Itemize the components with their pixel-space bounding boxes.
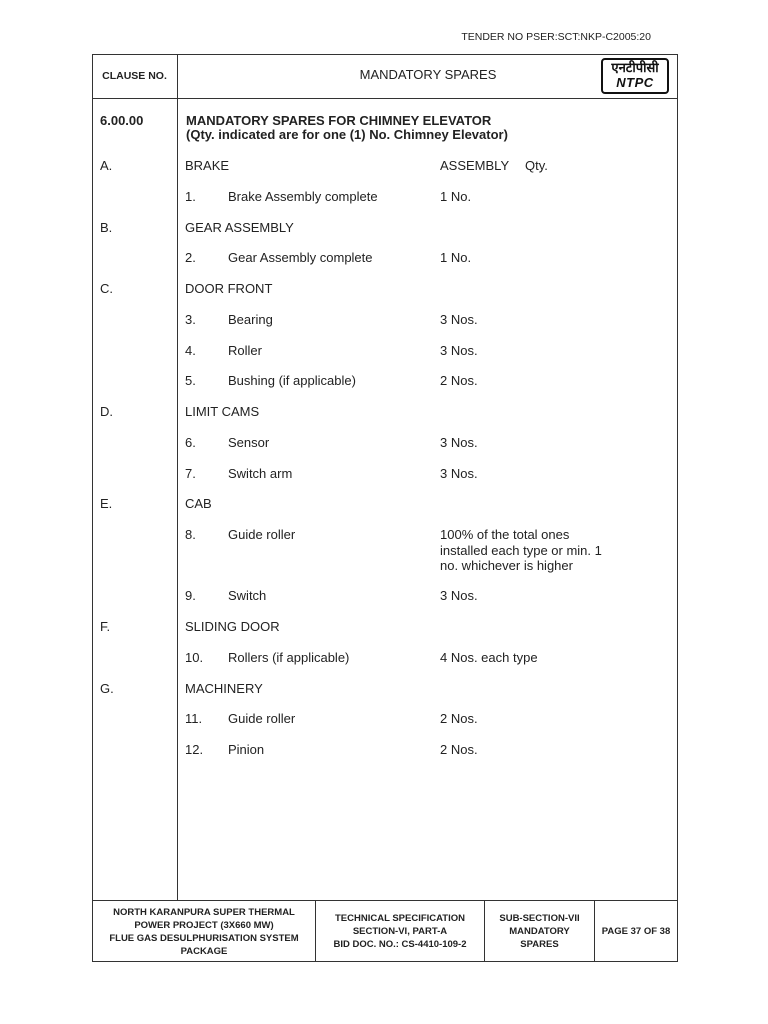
column-header-assembly: ASSEMBLY (440, 158, 510, 173)
item-quantity: 1 No. (440, 250, 472, 265)
footer-spec-line: TECHNICAL SPECIFICATION (334, 913, 465, 924)
item-description: Switch (228, 588, 267, 603)
page-number: PAGE 37 OF 38 (601, 926, 671, 937)
footer-project-line: NORTH KARANPURA SUPER THERMAL (113, 906, 295, 918)
item-number: 9. (185, 588, 196, 603)
section-letter: F. (100, 619, 111, 634)
item-description: Bushing (if applicable) (228, 373, 356, 388)
item-number: 11. (185, 711, 203, 726)
item-number: 12. (185, 742, 204, 757)
document-title: MANDATORY SPARES (359, 66, 497, 82)
item-description: Roller (228, 343, 262, 358)
item-description: Brake Assembly complete (228, 189, 378, 204)
item-description: Guide roller (228, 527, 296, 542)
item-quantity: 3 Nos. (440, 435, 478, 450)
clause-number: 6.00.00 (100, 113, 144, 128)
item-number: 4. (185, 343, 196, 358)
section-title: CAB (185, 496, 212, 511)
item-number: 7. (185, 466, 196, 481)
section-letter: E. (100, 496, 113, 511)
item-number: 10. (185, 650, 204, 665)
page-frame (92, 54, 678, 962)
item-description: Sensor (228, 435, 270, 450)
footer-subsection-line: SUB-SECTION-VII (499, 913, 580, 924)
item-quantity-line: no. whichever is higher (440, 558, 573, 573)
item-number: 3. (185, 312, 196, 327)
ntpc-logo (601, 58, 669, 94)
item-quantity: 3 Nos. (440, 466, 478, 481)
footer-subsection (485, 901, 594, 962)
section-title: MACHINERY (185, 681, 263, 696)
footer-subsection-line: SPARES (520, 939, 559, 950)
item-quantity-line: 100% of the total ones (440, 527, 570, 542)
tender-number: TENDER NO PSER:SCT:NKP-C2005:20 (461, 31, 651, 43)
section-letter: B. (100, 220, 113, 235)
column-header-qty: Qty. (525, 158, 548, 173)
footer-spec-line: SECTION-VI, PART-A (352, 926, 448, 937)
section-title: BRAKE (185, 158, 230, 173)
item-description: Pinion (228, 742, 265, 757)
item-quantity: 2 Nos. (440, 373, 478, 388)
section-letter: G. (100, 681, 114, 696)
section-title: GEAR ASSEMBLY (185, 220, 294, 235)
item-description: Gear Assembly complete (228, 250, 373, 265)
item-description: Guide roller (228, 711, 296, 726)
footer-subsection-line: MANDATORY (509, 926, 570, 937)
section-letter: D. (100, 404, 113, 419)
item-number: 6. (185, 435, 196, 450)
item-number: 5. (185, 373, 196, 388)
item-quantity: 3 Nos. (440, 312, 478, 327)
item-quantity: 3 Nos. (440, 343, 478, 358)
clause-title: MANDATORY SPARES FOR CHIMNEY ELEVATOR (186, 113, 492, 128)
footer-project-line: PACKAGE (180, 945, 228, 957)
clause-no-header: CLAUSE NO. (102, 70, 167, 82)
item-quantity: 4 Nos. each type (440, 650, 538, 665)
item-quantity: 2 Nos. (440, 711, 478, 726)
section-title: LIMIT CAMS (185, 404, 260, 419)
clause-column-divider (177, 54, 178, 901)
header-divider (92, 98, 678, 99)
item-number: 8. (185, 527, 196, 542)
item-quantity: 1 No. (440, 189, 472, 204)
footer-project-line: FLUE GAS DESULPHURISATION SYSTEM (109, 932, 299, 944)
section-letter: A. (100, 158, 113, 173)
item-quantity-line: installed each type or min. 1 (440, 543, 602, 558)
footer-spec (316, 901, 484, 962)
item-quantity: 3 Nos. (440, 588, 478, 603)
section-title: DOOR FRONT (185, 281, 273, 296)
footer-project-line: POWER PROJECT (3X660 MW) (134, 919, 274, 931)
item-description: Bearing (228, 312, 273, 327)
logo-hindi-text: एनटीपीसी (611, 61, 659, 76)
footer-spec-line: BID DOC. NO.: CS-4410-109-2 (333, 939, 467, 950)
section-letter: C. (100, 281, 113, 296)
item-description: Switch arm (228, 466, 293, 481)
item-number: 2. (185, 250, 196, 265)
item-number: 1. (185, 189, 196, 204)
item-quantity: 2 Nos. (440, 742, 478, 757)
logo-english-text: NTPC (616, 75, 654, 90)
footer-project (93, 901, 315, 962)
clause-subtitle: (Qty. indicated are for one (1) No. Chimney Elevator) (186, 127, 508, 142)
section-title: SLIDING DOOR (185, 619, 280, 634)
item-description: Rollers (if applicable) (228, 650, 350, 665)
